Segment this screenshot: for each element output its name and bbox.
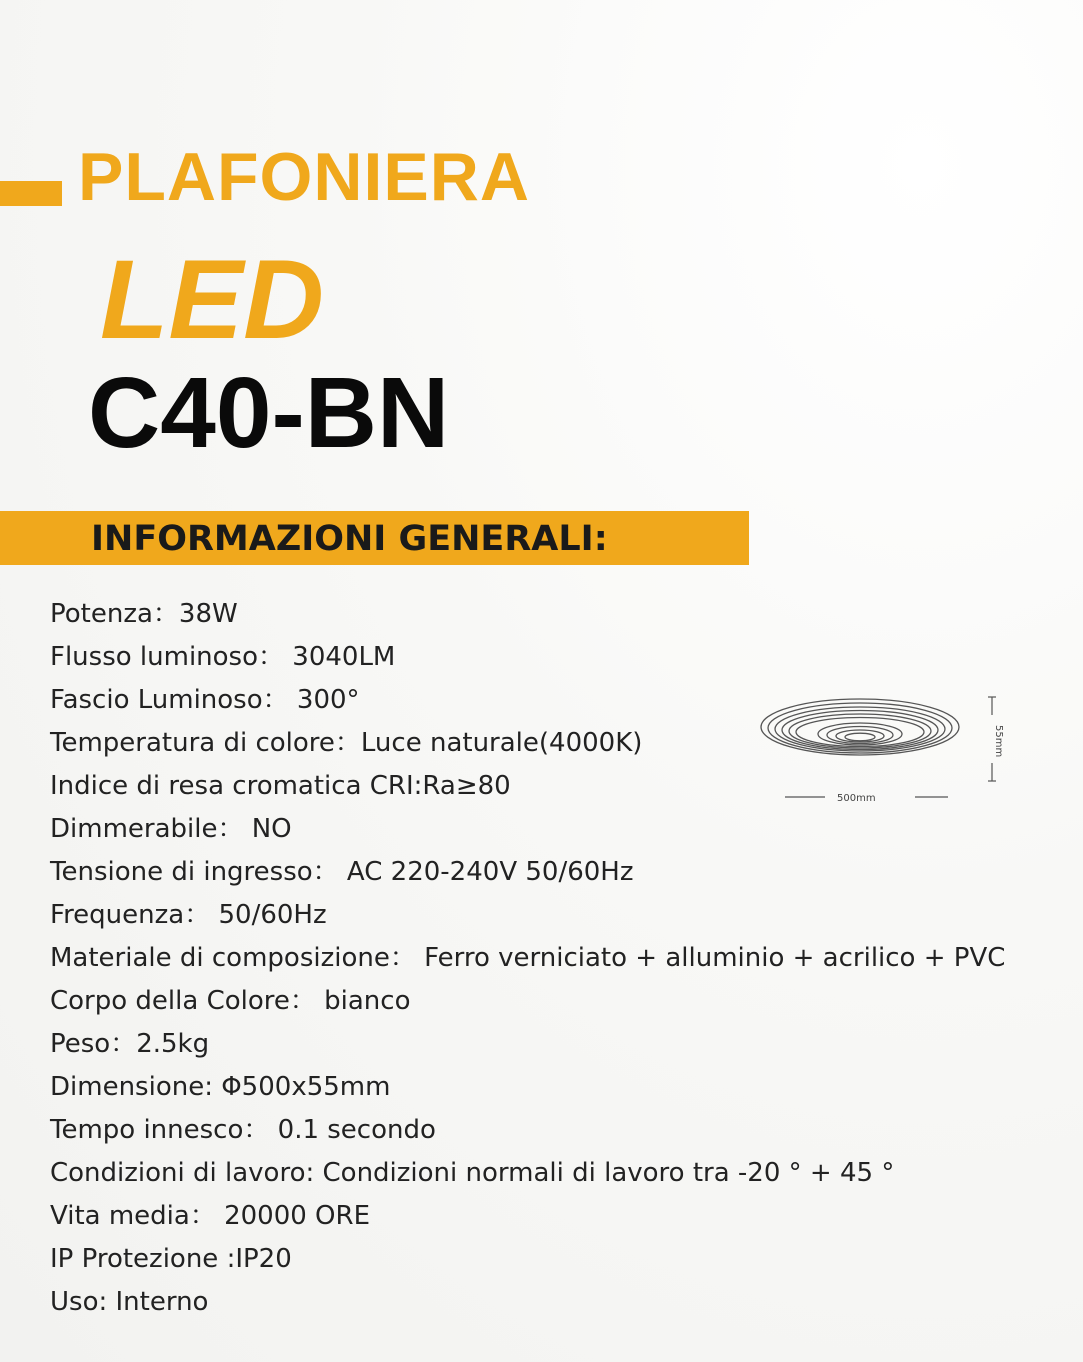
spec-ip-rating: IP Protezione :IP20 — [50, 1244, 292, 1274]
spec-material: Materiale di composizione： Ferro verniciato + alluminio + acrilico + PVC — [50, 943, 1006, 973]
spec-usage: Uso: Interno — [50, 1287, 209, 1317]
spec-frequency: Frequenza： 50/60Hz — [50, 900, 327, 930]
spec-dimension: Dimensione: Φ500x55mm — [50, 1072, 391, 1102]
lamp-dimension-diagram — [755, 685, 1015, 815]
product-subtitle: LED — [100, 237, 324, 362]
spec-cri: Indice di resa cromatica CRI:Ra≥80 — [50, 771, 511, 801]
spec-lifetime: Vita media： 20000 ORE — [50, 1201, 371, 1231]
diagram-width-label: 500mm — [837, 793, 876, 804]
spec-dimmable: Dimmerabile： NO — [50, 814, 292, 844]
diagram-height-label: 55mm — [993, 725, 1004, 758]
spec-input-voltage: Tensione di ingresso： AC 220-240V 50/60Hz — [50, 857, 634, 887]
model-code: C40-BN — [88, 357, 450, 469]
spec-beam-angle: Fascio Luminoso： 300° — [50, 685, 360, 715]
spec-working-conditions: Condizioni di lavoro: Condizioni normali di lavoro tra -20 ° + 45 ° — [50, 1158, 895, 1188]
spec-power: Potenza：38W — [50, 599, 238, 629]
spec-weight: Peso：2.5kg — [50, 1029, 210, 1059]
accent-bar — [0, 181, 62, 206]
product-title: PLAFONIERA — [78, 139, 530, 215]
lamp-rings-icon — [755, 685, 1015, 815]
spec-start-time: Tempo innesco： 0.1 secondo — [50, 1115, 436, 1145]
spec-color-temperature: Temperatura di colore：Luce naturale(4000K) — [50, 728, 643, 758]
spec-luminous-flux: Flusso luminoso： 3040LM — [50, 642, 396, 672]
spec-body-color: Corpo della Colore： bianco — [50, 986, 411, 1016]
section-title: INFORMAZIONI GENERALI: — [91, 519, 608, 559]
